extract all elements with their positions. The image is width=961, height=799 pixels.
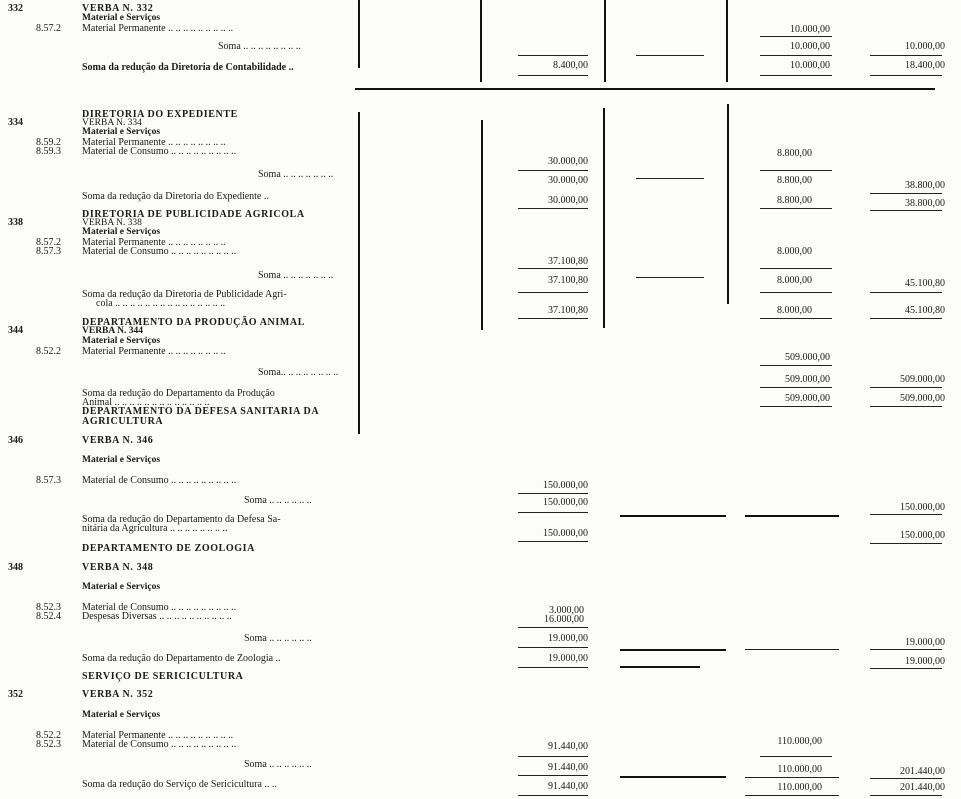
- column-rule-c2-top: [604, 0, 606, 82]
- value-c3-reducao: 8.000,00: [777, 305, 812, 316]
- value-c3-item: 509.000,00: [785, 352, 830, 363]
- item-label: Material de Consumo .. .. .. .. .. .. .. .. ..: [82, 146, 237, 157]
- value-c1-soma: 30.000,00: [548, 175, 588, 186]
- reducao-label: Soma da redução da Diretoria de Contabilidade ..: [82, 62, 294, 73]
- verba-title: VERBA N. 352: [82, 689, 154, 700]
- item-code: 8.52.4: [36, 611, 61, 622]
- value-c4-reducao: 19.000,00: [905, 656, 945, 667]
- verba-title: VERBA N. 348: [82, 562, 154, 573]
- value-c1-item: 3.000,00: [549, 605, 584, 616]
- verba-title: VERBA N. 338: [82, 218, 142, 228]
- verba-title: VERBA N. 344: [82, 326, 143, 336]
- value-c1-reducao: 8.400,00: [553, 60, 588, 71]
- value-c1-soma: 37.100,80: [548, 275, 588, 286]
- column-rule-c1-top: [480, 0, 482, 82]
- item-label: Material de Consumo .. .. .. .. .. .. .. .. ..: [82, 475, 237, 486]
- section-heading: DEPARTAMENTO DE ZOOLOGIA: [82, 543, 255, 554]
- item-label: Material Permanente .. .. .. .. .. .. .. ..: [82, 137, 226, 148]
- verba-code: 346: [8, 435, 23, 446]
- section-subtitle: Material e Serviços: [82, 710, 161, 720]
- value-c1-reducao: 150.000,00: [543, 528, 588, 539]
- item-code: 8.59.3: [36, 146, 61, 157]
- item-label: Material Permanente .. .. .. .. .. .. .. ..: [82, 237, 226, 248]
- verba-title: VERBA N. 332: [82, 3, 154, 14]
- soma-label: Soma .. .. .. .. .. .. ..: [258, 169, 334, 180]
- value-c4-soma: 201.440,00: [900, 766, 945, 777]
- item-label: Material de Consumo .. .. .. .. .. .. .. .. ..: [82, 739, 237, 750]
- item-label: Despesas Diversas .. .. .. .. .. .. .. .. .. ..: [82, 611, 232, 622]
- soma-label: Soma .. .. .. .. .. .. .. ..: [218, 41, 301, 52]
- value-c3-item: 110.000,00: [777, 736, 822, 747]
- value-c3-item: 10.000,00: [790, 24, 830, 35]
- soma-label: Soma .. .. .. .. .. ..: [244, 495, 312, 506]
- item-code: 8.52.3: [36, 739, 61, 750]
- value-c3-reducao: 10.000,00: [790, 60, 830, 71]
- item-code: 8.52.3: [36, 602, 61, 613]
- value-c4-reducao: 38.800,00: [905, 198, 945, 209]
- verba-code: 338: [8, 217, 23, 228]
- value-c3-soma: 8.000,00: [777, 275, 812, 286]
- soma-label: Soma .. .. .. .. .. ..: [244, 759, 312, 770]
- value-c1-item2: 16.000,00: [544, 614, 584, 625]
- reducao-label-cont: Animal .. .. .. .. .. .. .. .. .. .. .. .. ..: [82, 397, 210, 408]
- value-c3-reducao: 110.000,00: [777, 782, 822, 793]
- value-c4-soma: 45.100,80: [905, 278, 945, 289]
- value-c4-reducao: 509.000,00: [900, 393, 945, 404]
- reducao-label: Soma da redução da Diretoria do Expediente ..: [82, 191, 269, 202]
- item-code: 8.59.2: [36, 137, 61, 148]
- section-subtitle: Material e Serviços: [82, 127, 161, 137]
- value-c1-item: 30.000,00: [548, 156, 588, 167]
- value-c4-reducao: 201.440,00: [900, 782, 945, 793]
- value-c4-soma: 10.000,00: [905, 41, 945, 52]
- verba-code: 344: [8, 325, 23, 336]
- reducao-label: Soma da redução do Departamento da Produção: [82, 388, 275, 399]
- section-heading: DIRETORIA DE PUBLICIDADE AGRICOLA: [82, 209, 305, 220]
- value-c4-soma: 38.800,00: [905, 180, 945, 191]
- item-code: 8.57.2: [36, 23, 61, 34]
- item-code: 8.52.2: [36, 346, 61, 357]
- section-heading: DEPARTAMENTO DA PRODUÇÃO ANIMAL: [82, 317, 305, 328]
- section-heading: DEPARTAMENTO DA DEFESA SANITARIA DA: [82, 406, 320, 417]
- soma-label: Soma.. .. .. .. .. .. .. ..: [258, 367, 339, 378]
- soma-label: Soma .. .. .. .. .. .. ..: [258, 270, 334, 281]
- value-c3-item: 8.800,00: [777, 148, 812, 159]
- section-heading: SERVIÇO DE SERICICULTURA: [82, 671, 244, 682]
- value-c1-item: 91.440,00: [548, 741, 588, 752]
- item-code: 8.57.3: [36, 246, 61, 257]
- item-label: Material Permanente .. .. .. .. .. .. .. .. ..: [82, 23, 234, 34]
- verba-code: 334: [8, 117, 23, 128]
- section-subtitle: Material e Serviços: [82, 336, 161, 346]
- reducao-label: Soma da redução do Departamento de Zoologia ..: [82, 653, 281, 664]
- reducao-label: Soma da redução da Diretoria de Publicidade Agri-: [82, 289, 287, 300]
- item-code: 8.57.2: [36, 237, 61, 248]
- value-c3-reducao: 8.800,00: [777, 195, 812, 206]
- value-c3-item: 8.000,00: [777, 246, 812, 257]
- reducao-label-cont: cola .. .. .. .. .. .. .. .. .. .. .. .. .. .. ..: [96, 298, 226, 309]
- value-c1-reducao: 30.000,00: [548, 195, 588, 206]
- value-c4-soma: 19.000,00: [905, 637, 945, 648]
- value-c3-soma: 110.000,00: [777, 764, 822, 775]
- value-c4-reducao: 18.400,00: [905, 60, 945, 71]
- value-c1-soma: 150.000,00: [543, 497, 588, 508]
- value-c3-soma: 8.800,00: [777, 175, 812, 186]
- item-code: 8.52.2: [36, 730, 61, 741]
- value-c4-soma: 150.000,00: [900, 502, 945, 513]
- value-c1-reducao: 91.440,00: [548, 781, 588, 792]
- value-c1-soma: 19.000,00: [548, 633, 588, 644]
- column-rule-left: [358, 112, 360, 434]
- value-c4-soma: 509.000,00: [900, 374, 945, 385]
- value-c3-reducao: 509.000,00: [785, 393, 830, 404]
- section-subtitle: Material e Serviços: [82, 227, 161, 237]
- item-code: 8.57.3: [36, 475, 61, 486]
- value-c3-soma: 509.000,00: [785, 374, 830, 385]
- verba-code: 348: [8, 562, 23, 573]
- value-c4-reducao: 150.000,00: [900, 530, 945, 541]
- value-c1-reducao: 19.000,00: [548, 653, 588, 664]
- verba-title: VERBA N. 334: [82, 118, 142, 128]
- section-subtitle: Material e Serviços: [82, 582, 161, 592]
- value-c1-reducao: 37.100,80: [548, 305, 588, 316]
- item-label: Material Permanente .. .. .. .. .. .. .. .. ..: [82, 730, 234, 741]
- value-c3-soma: 10.000,00: [790, 41, 830, 52]
- column-rule-c3-top: [726, 0, 728, 82]
- section-subtitle: Material e Serviços: [82, 13, 161, 23]
- value-c4-reducao: 45.100,80: [905, 305, 945, 316]
- column-rule-c1: [481, 120, 483, 330]
- section-heading-cont: AGRICULTURA: [82, 416, 164, 427]
- verba-code: 352: [8, 689, 23, 700]
- column-rule-c2: [603, 108, 605, 328]
- section-heading: DIRETORIA DO EXPEDIENTE: [82, 109, 238, 120]
- block-separator: [355, 88, 935, 90]
- verba-title: VERBA N. 346: [82, 435, 154, 446]
- column-rule-left-top: [358, 0, 360, 68]
- soma-label: Soma .. .. .. .. .. ..: [244, 633, 312, 644]
- item-label: Material Permanente .. .. .. .. .. .. .. ..: [82, 346, 226, 357]
- reducao-label: Soma da redução do Departamento da Defesa Sa-: [82, 514, 281, 525]
- verba-code: 332: [8, 3, 23, 14]
- value-c1-item: 150.000,00: [543, 480, 588, 491]
- value-c1-item: 37.100,80: [548, 256, 588, 267]
- reducao-label-cont: nitária da Agricultura .. .. .. .. .. .. .. ..: [82, 523, 228, 534]
- item-label: Material de Consumo .. .. .. .. .. .. .. .. ..: [82, 246, 237, 257]
- item-label: Material de Consumo .. .. .. .. .. .. .. .. ..: [82, 602, 237, 613]
- reducao-label: Soma da redução do Serviço de Sericicultura .. ..: [82, 779, 277, 790]
- section-subtitle: Material e Serviços: [82, 455, 161, 465]
- value-c1-soma: 91.440,00: [548, 762, 588, 773]
